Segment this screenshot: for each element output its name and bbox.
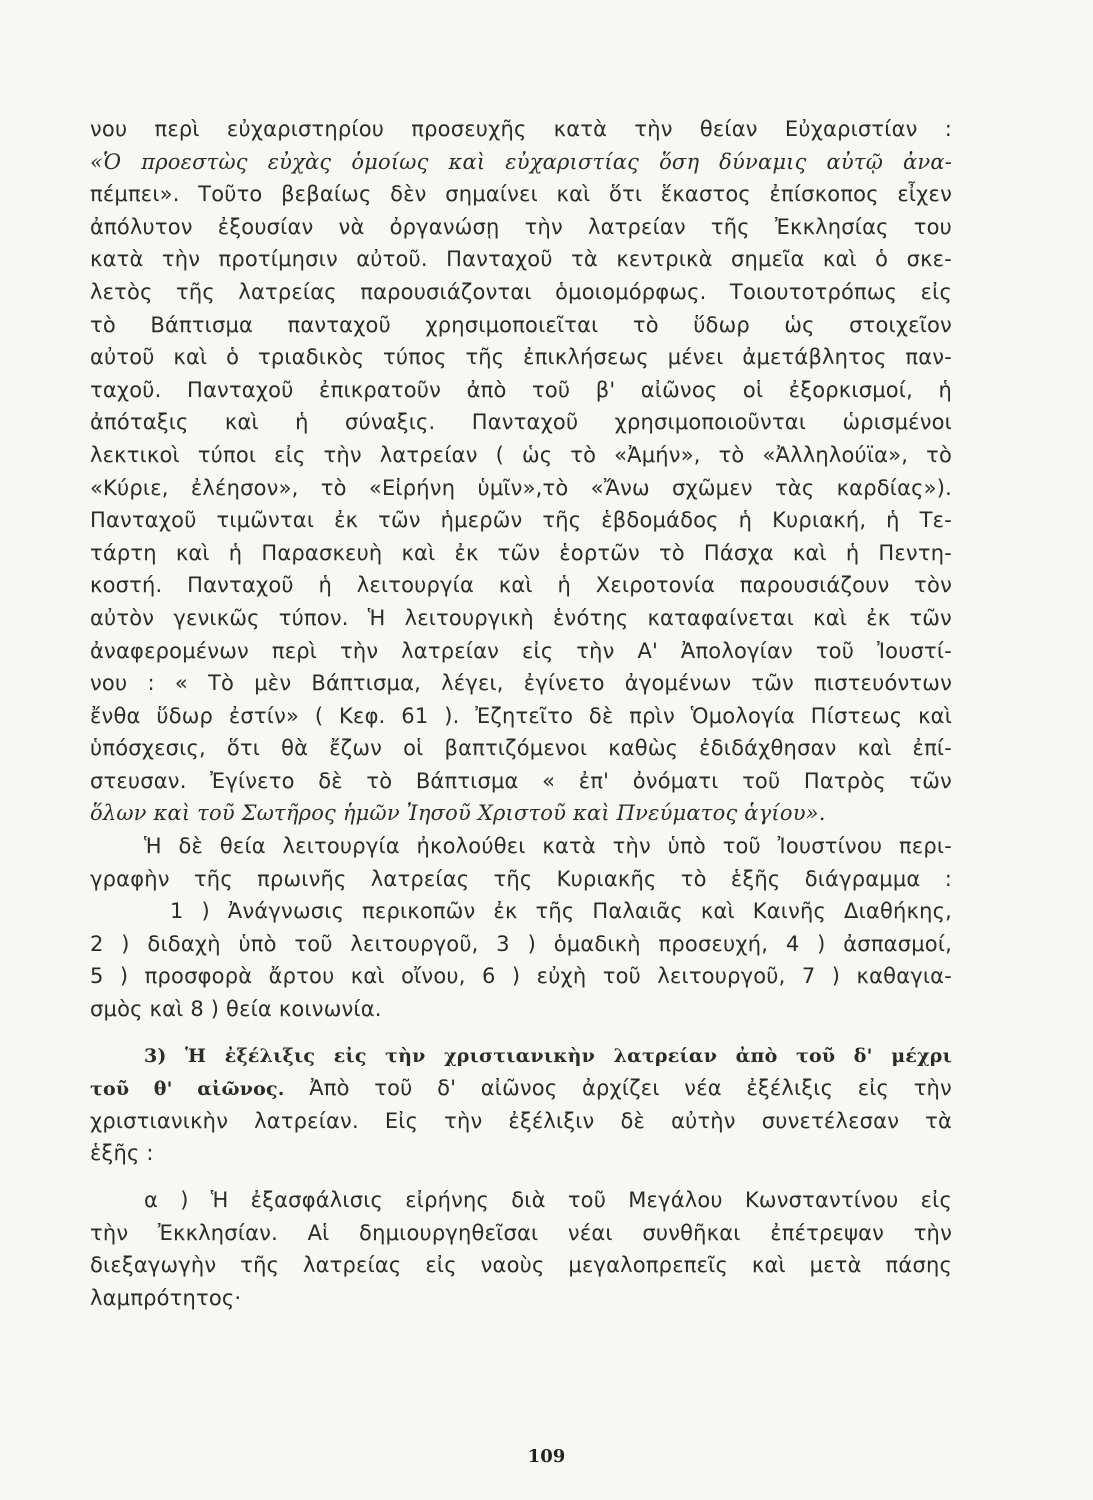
text-line: 5 ) προσφορὰ ἄρτου καὶ οἴνου, 6 ) εὐχὴ τοῦ λειτουργοῦ, 7 ) καθαγια- <box>90 964 952 989</box>
text-line: λεκτικοὶ τύποι εἰς τὴν λατρείαν ( ὡς τὸ «Ἀμήν», τὸ «Ἀλληλούϊα», τὸ <box>90 442 952 467</box>
text-line: ἀναφερομένων περὶ τὴν λατρείαν εἰς τὴν Α' Ἀπολογίαν τοῦ Ἰουστί- <box>90 638 952 663</box>
text-line: νου περὶ εὐχαριστηρίου προσευχῆς κατὰ τὴν θείαν Εὐχαριστίαν : <box>90 117 952 141</box>
text-line: Πανταχοῦ τιμῶνται ἐκ τῶν ἡμερῶν τῆς ἑβδομάδος ἡ Κυριακή, ἡ Τε- <box>90 508 952 533</box>
text-line: 1 ) Ἀνάγνωσις περικοπῶν ἐκ τῆς Παλαιᾶς καὶ Καινῆς Διαθήκης, <box>170 899 952 924</box>
text-line: κατὰ τὴν προτίμησιν αὐτοῦ. Πανταχοῦ τὰ κεντρικὰ σημεῖα καὶ ὁ σκε- <box>90 247 952 272</box>
text-line: «Κύριε, ἐλέησον», τὸ «Εἰρήνη ὑμῖν»,τὸ «Ἄνω σχῶμεν τὰς καρδίας»). <box>90 475 952 500</box>
section-heading-continued: τοῦ θ' αἰῶνος. <box>90 1078 285 1101</box>
page-number: 109 <box>527 1446 566 1467</box>
text-line: «Ὁ προεστὼς εὐχὰς ὁμοίως καὶ εὐχαριστίας ὅση δύναμις αὐτῷ ἀνα- <box>90 149 952 174</box>
text-line <box>90 1072 952 1105</box>
text-line: διεξαγωγὴν τῆς λατρείας εἰς ναοὺς μεγαλοπρεπεῖς καὶ μετὰ πάσης <box>90 1253 952 1278</box>
text-line: 2 ) διδαχὴ ὑπὸ τοῦ λειτουργοῦ, 3 ) ὁμαδικὴ προσευχή, 4 ) ἀσπασμοί, <box>90 931 952 956</box>
text-line: πέμπει». Τοῦτο βεβαίως δὲν σημαίνει καὶ ὅτι ἕκαστος ἐπίσκοπος εἶχεν <box>90 182 952 207</box>
text-line: γραφὴν τῆς πρωινῆς λατρείας τῆς Κυριακῆς τὸ ἑξῆς διάγραμμα : <box>90 866 952 891</box>
section-heading: 3) Ἡ ἐξέλιξις εἰς τὴν χριστιανικὴν λατρείαν ἀπὸ τοῦ δ' μέχρι <box>144 1044 952 1067</box>
text-line: νου : « Τὸ μὲν Βάπτισμα, λέγει, ἐγίνετο ἀγομένων τῶν πιστευόντων <box>90 671 952 696</box>
body-text <box>90 113 952 1314</box>
text-line: αὐτὸν γενικῶς τύπον. Ἡ λειτουργικὴ ἑνότης καταφαίνεται καὶ ἐκ τῶν <box>90 605 952 630</box>
text-line: λετὸς τῆς λατρείας παρουσιάζονται ὁμοιομόρφως. Τοιουτοτρόπως εἰς <box>90 279 952 304</box>
text-line: ταχοῦ. Πανταχοῦ ἐπικρατοῦν ἀπὸ τοῦ β' αἰῶνος οἱ ἐξορκισμοί, ἡ <box>90 377 952 402</box>
text-line: τὸ Βάπτισμα πανταχοῦ χρησιμοποιεῖται τὸ ὕδωρ ὡς στοιχεῖον <box>90 312 952 337</box>
text-line: ἑξῆς : <box>90 1141 154 1166</box>
text-line: τὴν Ἐκκλησίαν. Αἱ δημιουργηθεῖσαι νέαι συνθῆκαι ἐπέτρεψαν τὴν <box>90 1220 952 1245</box>
text-line: ἀπόταξις καὶ ἡ σύναξις. Πανταχοῦ χρησιμοποιοῦνται ὡρισμένοι <box>90 410 952 435</box>
text-line: ὅλων καὶ τοῦ Σωτῆρος ἡμῶν Ἰησοῦ Χριστοῦ καὶ Πνεύματος ἁγίου». <box>90 801 826 826</box>
text-line: ἔνθα ὕδωρ ἐστίν» ( Κεφ. 61 ). Ἐζητεῖτο δὲ πρὶν Ὁμολογία Πίστεως καὶ <box>90 703 952 728</box>
text-line: χριστιανικὴν λατρείαν. Εἰς τὴν ἐξέλιξιν δὲ αὐτὴν συνετέλεσαν τὰ <box>90 1108 952 1133</box>
text-line: στευσαν. Ἐγίνετο δὲ τὸ Βάπτισμα « ἐπ' ὀνόματι τοῦ Πατρὸς τῶν <box>90 768 952 793</box>
text-line: Ἡ δὲ θεία λειτουργία ἠκολούθει κατὰ τὴν ὑπὸ τοῦ Ἰουστίνου περι- <box>144 834 952 859</box>
text-line: κοστή. Πανταχοῦ ἡ λειτουργία καὶ ἡ Χειροτονία παρουσιάζουν τὸν <box>90 573 952 598</box>
text-fragment: Ἀπὸ τοῦ δ' αἰῶνος ἀρχίζει νέα ἐξέλιξις εἰς τὴν <box>309 1076 952 1101</box>
text-line: λαμπρότητος· <box>90 1285 242 1310</box>
text-line: σμὸς καὶ 8 ) θεία κοινωνία. <box>90 997 382 1022</box>
text-line: αὐτοῦ καὶ ὁ τριαδικὸς τύπος τῆς ἐπικλήσεως μένει ἀμετάβλητος παν- <box>90 345 952 370</box>
text-line: ὑπόσχεσις, ὅτι θὰ ἔζων οἱ βαπτιζόμενοι καθὼς ἐδιδάχθησαν καὶ ἐπί- <box>90 736 952 761</box>
text-line: ἀπόλυτον ἐξουσίαν νὰ ὀργανώσῃ τὴν λατρείαν τῆς Ἐκκλησίας του <box>90 214 952 239</box>
text-line: α ) Ἡ ἐξασφάλισις εἰρήνης διὰ τοῦ Μεγάλου Κωνσταντίνου εἰς <box>144 1188 952 1212</box>
text-line: τάρτη καὶ ἡ Παρασκευὴ καὶ ἐκ τῶν ἑορτῶν τὸ Πάσχα καὶ ἡ Πεντη- <box>90 540 952 565</box>
